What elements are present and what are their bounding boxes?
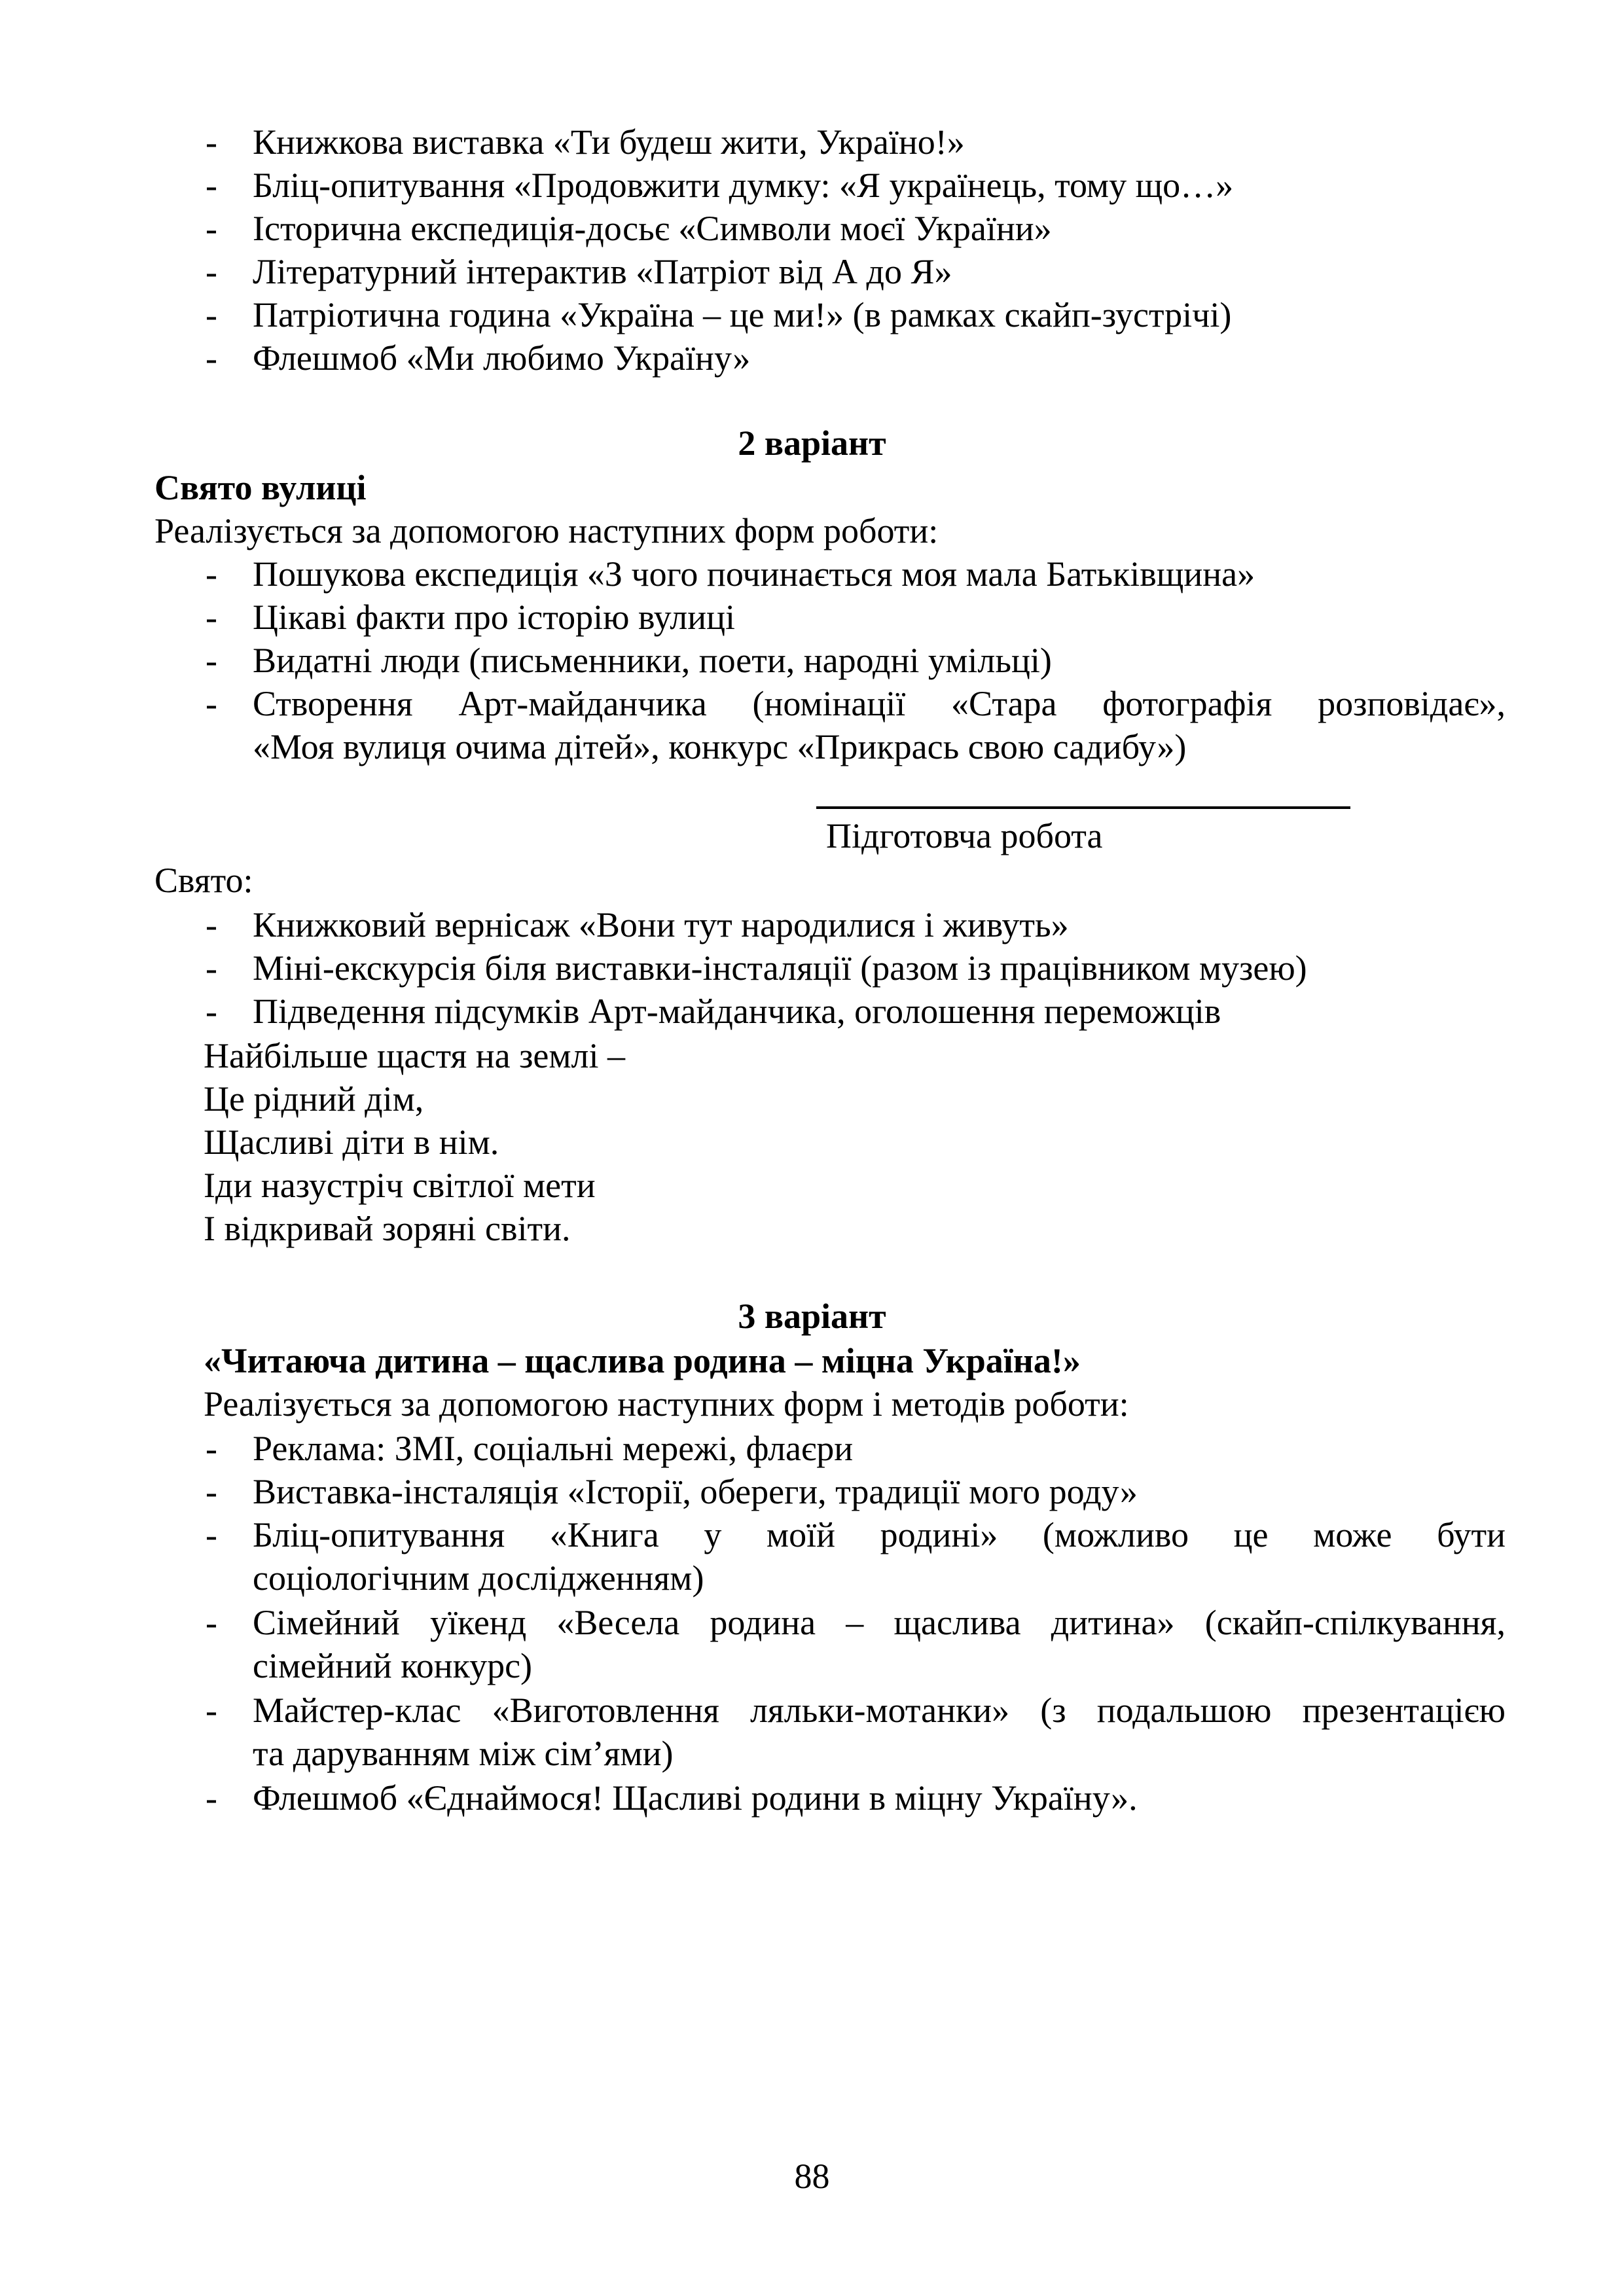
bullet-marker: - xyxy=(206,338,217,378)
variant-3-title: «Читаюча дитина – щаслива родина – міцна Україна!» xyxy=(204,1341,1081,1380)
bullet-marker: - xyxy=(206,1691,217,1730)
bullet-marker: - xyxy=(206,1603,217,1642)
list-item: Флешмоб «Єднаймося! Щасливі родини в міцну Україну». xyxy=(253,1778,1138,1818)
bullet-marker: - xyxy=(206,1429,217,1468)
list-item: Історична експедиція-досьє «Символи моєї України» xyxy=(253,209,1052,248)
list-item-continuation: соціологічним дослідженням) xyxy=(253,1558,704,1598)
list-item: Виставка-інсталяція «Історії, обереги, традиції мого роду» xyxy=(253,1472,1138,1511)
list-item: Літературний інтерактив «Патріот від А до Я» xyxy=(253,252,952,291)
signature-line xyxy=(816,806,1350,809)
list-item: Створення Арт-майданчика (номінації «Стара фотографія розповідає», xyxy=(253,684,1506,723)
poem-line: Щасливі діти в нім. xyxy=(204,1122,499,1162)
list-item: Флешмоб «Ми любимо Україну» xyxy=(253,338,751,378)
list-item-continuation: та даруванням між сім’ями) xyxy=(253,1734,674,1773)
preparation-label: Підготовча робота xyxy=(826,816,1103,855)
bullet-marker: - xyxy=(206,252,217,291)
list-item-continuation: сімейний конкурс) xyxy=(253,1646,533,1685)
bullet-marker: - xyxy=(206,122,217,162)
bullet-marker: - xyxy=(206,166,217,205)
list-item: Міні-екскурсія біля виставки-інсталяції (разом із працівником музею) xyxy=(253,948,1307,988)
list-item: Пошукова експедиція «З чого починається моя мала Батьківщина» xyxy=(253,554,1255,594)
bullet-marker: - xyxy=(206,948,217,988)
bullet-marker: - xyxy=(206,1778,217,1818)
list-item: Підведення підсумків Арт-майданчика, оголошення переможців xyxy=(253,992,1221,1031)
page-number: 88 xyxy=(794,2157,830,2196)
bullet-marker: - xyxy=(206,295,217,334)
variant-2-title: Свято вулиці xyxy=(154,468,367,507)
list-item: Майстер-клас «Виготовлення ляльки-мотанки» (з подальшою презентацією xyxy=(253,1691,1506,1730)
poem-line: Іди назустріч світлої мети xyxy=(204,1166,596,1205)
variant-2-heading: 2 варіант xyxy=(738,423,886,463)
variant-2-intro: Реалізується за допомогою наступних форм роботи: xyxy=(154,511,939,550)
variant-3-heading: 3 варіант xyxy=(738,1297,886,1336)
poem-line: І відкривай зоряні світи. xyxy=(204,1209,571,1248)
list-item: Бліц-опитування «Книга у моїй родині» (можливо це може бути xyxy=(253,1515,1506,1554)
bullet-marker: - xyxy=(206,641,217,680)
list-item: Реклама: ЗМІ, соціальні мережі, флаєри xyxy=(253,1429,854,1468)
bullet-marker: - xyxy=(206,684,217,723)
list-item: Сімейний уїкенд «Весела родина – щаслива дитина» (скайп-спілкування, xyxy=(253,1603,1506,1642)
list-item: Цікаві факти про історію вулиці xyxy=(253,598,735,637)
bullet-marker: - xyxy=(206,209,217,248)
list-item: Книжкова виставка «Ти будеш жити, Україно!» xyxy=(253,122,965,162)
poem-line: Це рідний дім, xyxy=(204,1079,424,1119)
list-item: Патріотична година «Україна – це ми!» (в рамках скайп-зустрічі) xyxy=(253,295,1232,334)
poem-line: Найбільше щастя на землі – xyxy=(204,1036,625,1075)
bullet-marker: - xyxy=(206,905,217,944)
holiday-label: Свято: xyxy=(154,861,253,900)
bullet-marker: - xyxy=(206,554,217,594)
bullet-marker: - xyxy=(206,1472,217,1511)
variant-3-intro: Реалізується за допомогою наступних форм і методів роботи: xyxy=(204,1384,1129,1424)
list-item-continuation: «Моя вулиця очима дітей», конкурс «Прикрась свою садибу») xyxy=(253,727,1187,766)
bullet-marker: - xyxy=(206,598,217,637)
bullet-marker: - xyxy=(206,1515,217,1554)
list-item: Бліц-опитування «Продовжити думку: «Я українець, тому що…» xyxy=(253,166,1234,205)
list-item: Книжковий вернісаж «Вони тут народилися і живуть» xyxy=(253,905,1069,944)
list-item: Видатні люди (письменники, поети, народні умільці) xyxy=(253,641,1052,680)
bullet-marker: - xyxy=(206,992,217,1031)
